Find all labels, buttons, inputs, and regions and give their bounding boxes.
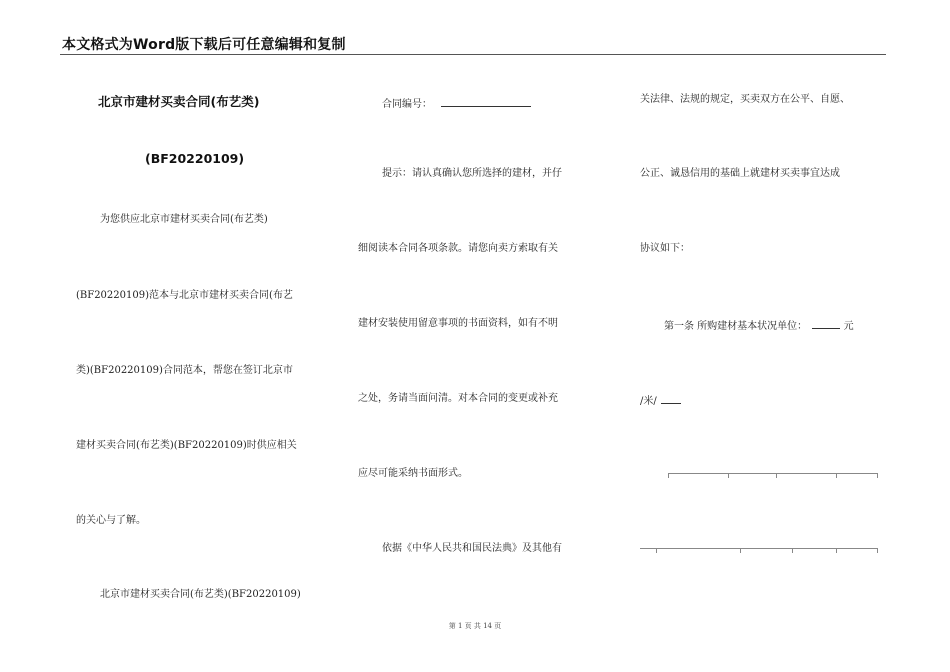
unit-row-2 <box>640 393 681 408</box>
contract-code: (BF20220109) <box>145 151 245 166</box>
intro-line-5: 的关心与了解。 <box>76 515 146 526</box>
notice-line-1: 提示：请认真确认您所选择的建材，并仔 <box>382 168 562 179</box>
notice-line-2: 细阅读本合同各项条款。请您向卖方索取有关 <box>358 243 558 254</box>
table-tick <box>656 548 657 553</box>
table-tick <box>836 473 837 478</box>
intro-line-3: 类)(BF20220109)合同范本，帮您在签订北京市 <box>76 365 293 376</box>
table-tick <box>877 548 878 553</box>
intro-line-2: (BF20220109)范本与北京市建材买卖合同(布艺 <box>76 290 293 301</box>
unit-line-2: /米/ <box>640 396 657 407</box>
agreement-line-2: 公正、诚恳信用的基础上就建材买卖事宜达成 <box>640 168 840 179</box>
header-divider <box>60 54 886 55</box>
article-1-label: 第一条 所购建材基本状况单位： <box>664 321 808 332</box>
table-tick <box>668 473 669 478</box>
intro-line-6: 北京市建材买卖合同(布艺类)(BF20220109) <box>100 589 301 600</box>
page-footer: 第 1 页 共 14 页 <box>448 622 502 630</box>
table-tick <box>877 473 878 478</box>
table-tick <box>728 473 729 478</box>
document-header-title: 本文格式为Word版下载后可任意编辑和复制 <box>62 37 346 53</box>
basis-line-1: 依据《中华人民共和国民法典》及其他有 <box>382 543 562 554</box>
article-1-row <box>664 318 854 333</box>
intro-line-1: 为您供应北京市建材买卖合同(布艺类) <box>100 214 268 225</box>
notice-line-4: 之处，务请当面问清。对本合同的变更或补充 <box>358 393 558 404</box>
contract-number-row <box>382 96 531 111</box>
contract-number-blank[interactable] <box>441 96 531 107</box>
table-top-rule <box>668 473 878 474</box>
table-bottom-rule <box>640 548 878 549</box>
notice-line-5: 应尽可能采纳书面形式。 <box>358 468 468 479</box>
agreement-line-1: 关法律、法规的规定，买卖双方在公平、自愿、 <box>640 94 850 105</box>
unit-suffix: 元 <box>843 321 854 332</box>
table-tick <box>740 548 741 553</box>
intro-line-4: 建材买卖合同(布艺类)(BF20220109)时供应相关 <box>76 440 297 451</box>
unit-blank-1[interactable] <box>812 318 840 329</box>
table-tick <box>836 548 837 553</box>
table-tick <box>792 548 793 553</box>
contract-number-label: 合同编号： <box>382 99 432 110</box>
notice-line-3: 建材安装使用留意事项的书面资料，如有不明 <box>358 318 558 329</box>
unit-blank-2[interactable] <box>661 393 681 404</box>
contract-title: 北京市建材买卖合同(布艺类) <box>98 94 260 109</box>
agreement-line-3: 协议如下： <box>640 243 690 254</box>
table-tick <box>776 473 777 478</box>
